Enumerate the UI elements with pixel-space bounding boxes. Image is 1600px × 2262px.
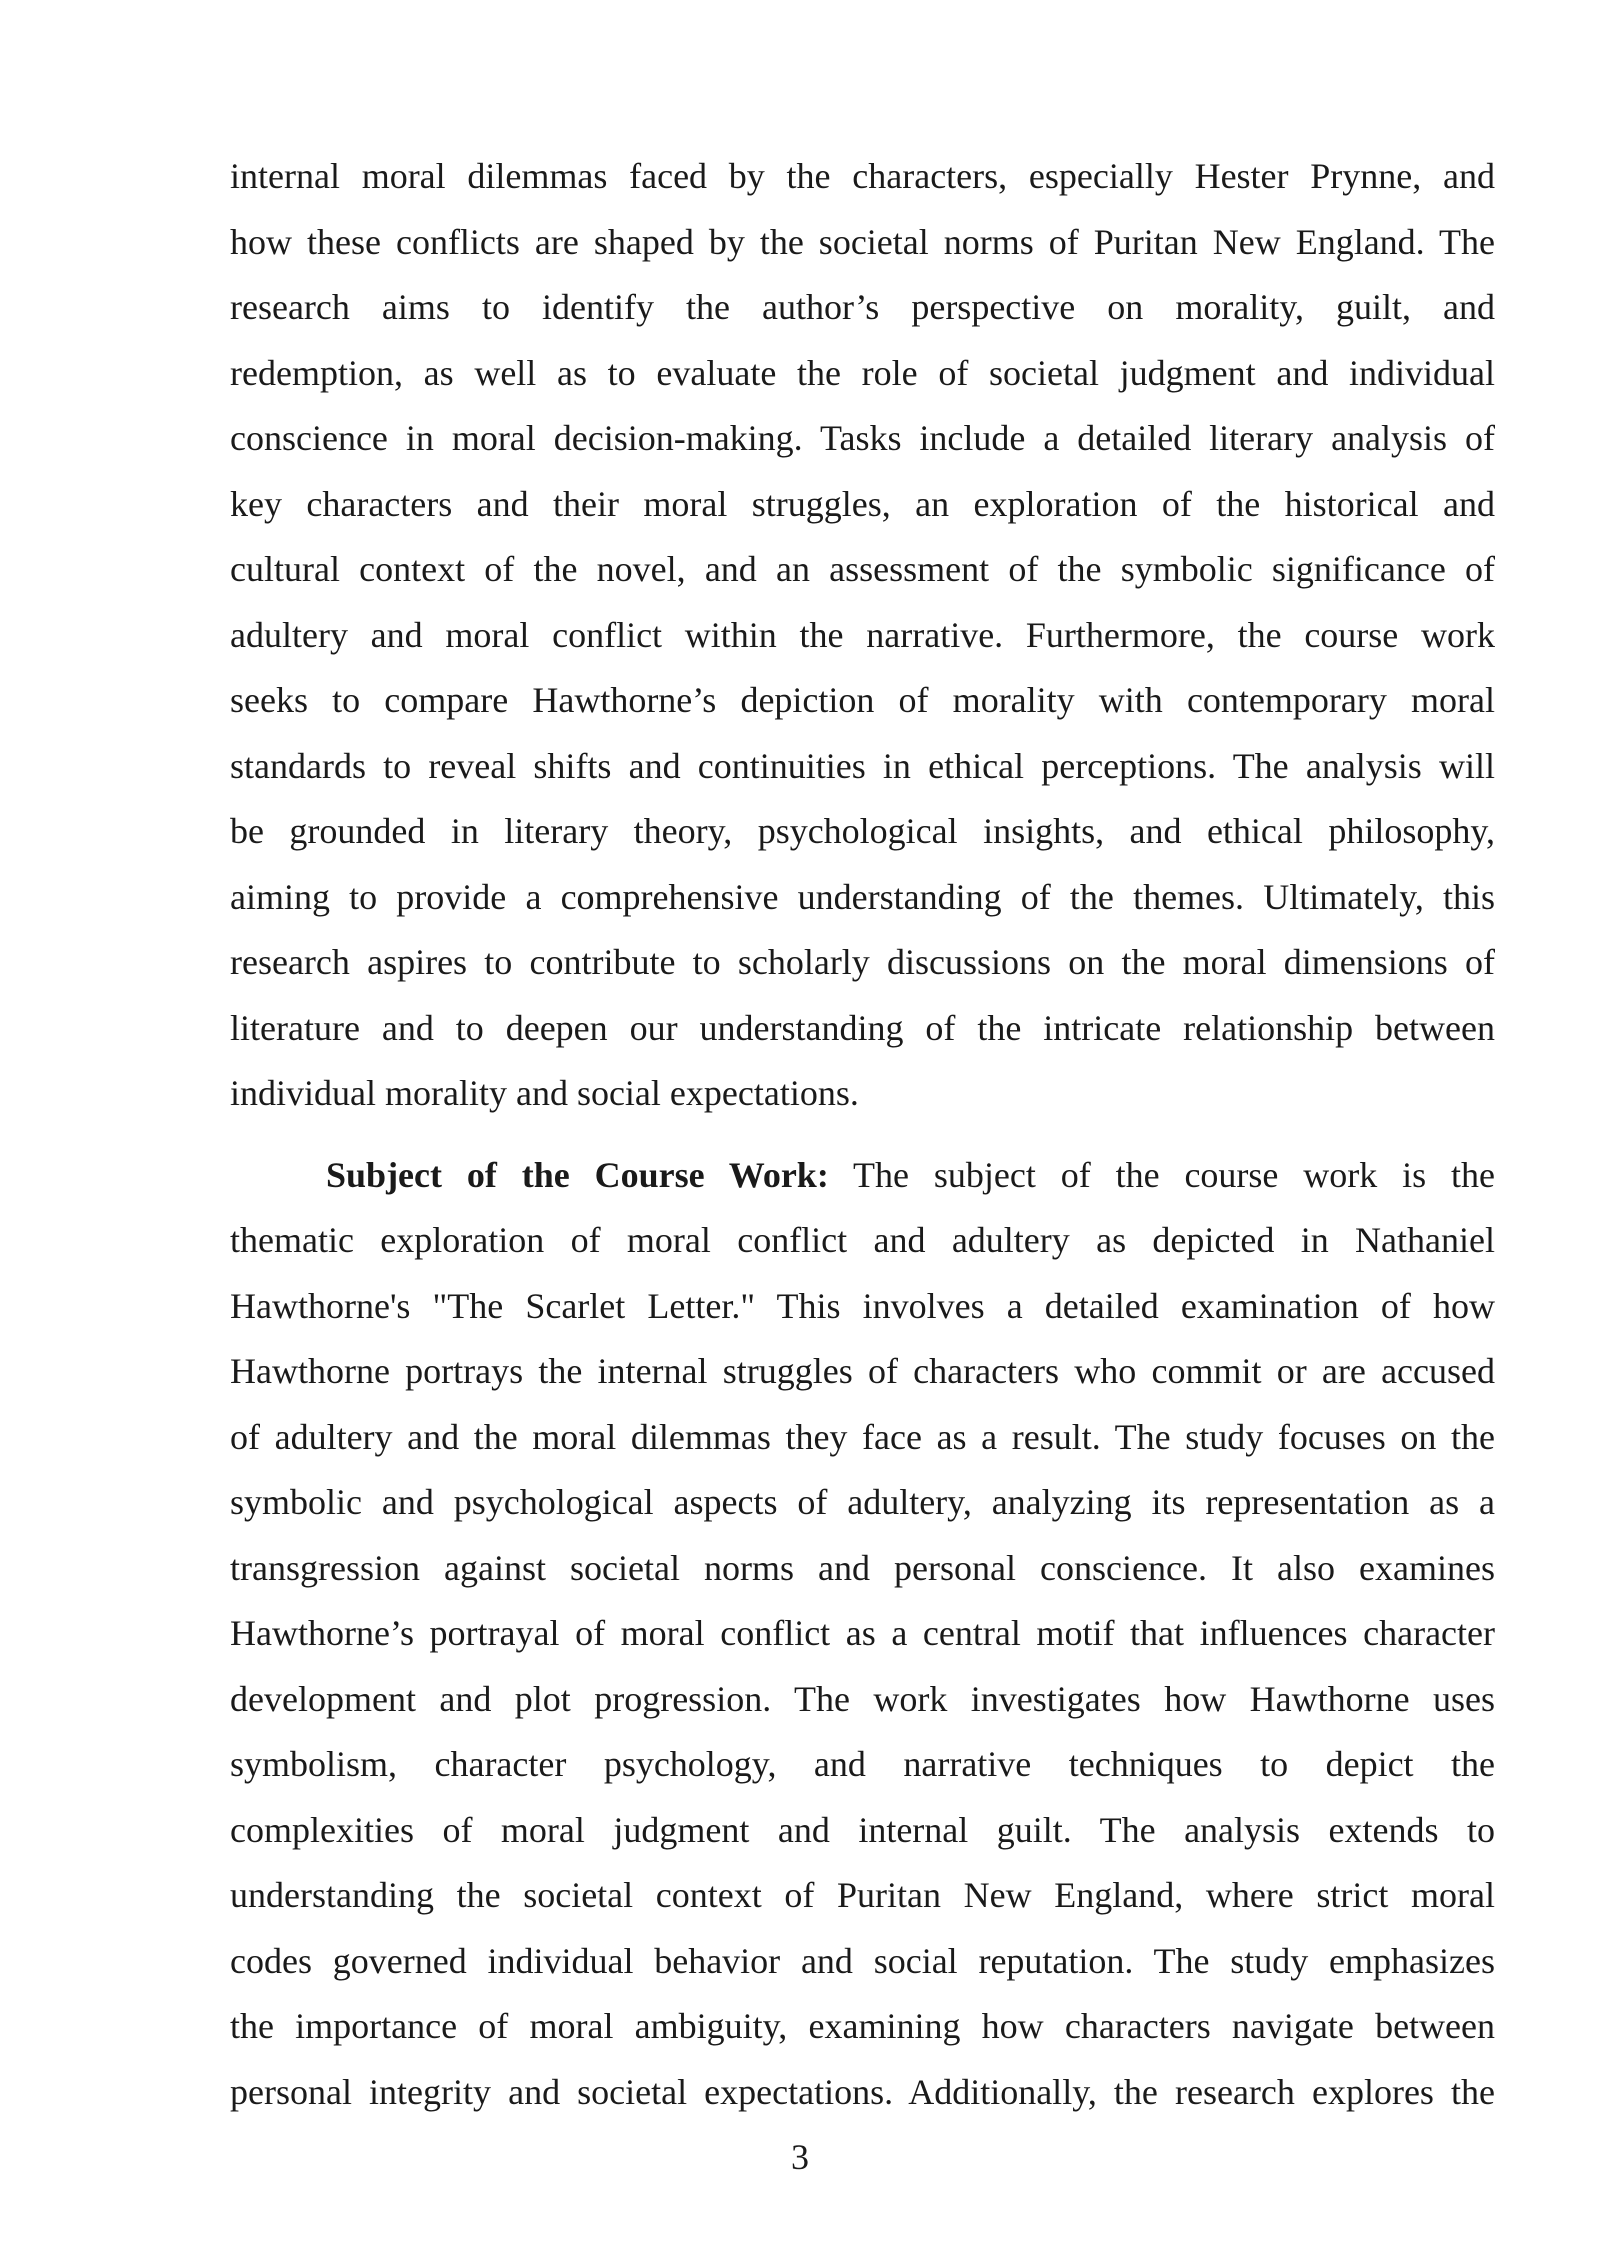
section-heading: Subject of the Course Work:	[326, 1154, 829, 1195]
text-line: seeks to compare Hawthorne’s depiction of morality with contemporary moral	[230, 680, 1495, 720]
text-line: conscience in moral decision-making. Tasks include a detailed literary analysis of	[230, 418, 1495, 458]
text-line: research aims to identify the author’s perspective on morality, guilt, and	[230, 287, 1495, 327]
text-line: individual morality and social expectations.	[230, 1073, 859, 1113]
page-body	[230, 144, 1495, 2125]
text-line: symbolic and psychological aspects of adultery, analyzing its representation as a	[230, 1482, 1495, 1522]
text-line: how these conflicts are shaped by the societal norms of Puritan New England. The	[230, 221, 1495, 262]
objectives-paragraph	[230, 144, 1495, 1127]
text-line: thematic exploration of moral conflict and adultery as depicted in Nathaniel	[230, 1220, 1495, 1260]
text-line: key characters and their moral struggles, an exploration of the historical and	[230, 483, 1495, 524]
text-line: internal moral dilemmas faced by the characters, especially Hester Prynne, and	[230, 156, 1495, 196]
text-line: complexities of moral judgment and internal guilt. The analysis extends to	[230, 1809, 1495, 1850]
text-line: literature and to deepen our understanding of the intricate relationship between	[230, 1007, 1495, 1048]
text-line: of adultery and the moral dilemmas they face as a result. The study focuses on the	[230, 1416, 1495, 1457]
text-line: adultery and moral conflict within the narrative. Furthermore, the course work	[230, 614, 1495, 655]
text-line: aiming to provide a comprehensive understanding of the themes. Ultimately, this	[230, 876, 1495, 917]
text-line: symbolism, character psychology, and narrative techniques to depict the	[230, 1744, 1495, 1784]
page-number: 3	[791, 2137, 809, 2177]
heading-continuation: The subject of the course work is the	[828, 1154, 1495, 1195]
text-line: codes governed individual behavior and social reputation. The study emphasizes	[230, 1940, 1495, 1981]
text-line: Hawthorne portrays the internal struggles of characters who commit or are accused	[230, 1351, 1495, 1391]
text-line: research aspires to contribute to scholarly discussions on the moral dimensions of	[230, 942, 1495, 982]
text-line: redemption, as well as to evaluate the role of societal judgment and individual	[230, 352, 1495, 393]
paragraph-spacing	[230, 1127, 1495, 1143]
text-line: cultural context of the novel, and an assessment of the symbolic significance of	[230, 549, 1495, 589]
text-line-first	[230, 1143, 1495, 1209]
text-line: Hawthorne’s portrayal of moral conflict as a central motif that influences character	[230, 1613, 1495, 1653]
text-line: personal integrity and societal expectations. Additionally, the research explores the	[230, 2071, 1495, 2112]
text-line: be grounded in literary theory, psychological insights, and ethical philosophy,	[230, 811, 1495, 851]
text-line: transgression against societal norms and personal conscience. It also examines	[230, 1547, 1495, 1588]
subject-paragraph	[230, 1143, 1495, 2126]
text-line: development and plot progression. The work investigates how Hawthorne uses	[230, 1678, 1495, 1719]
text-line: understanding the societal context of Puritan New England, where strict moral	[230, 1875, 1495, 1915]
text-line: Hawthorne's "The Scarlet Letter." This involves a detailed examination of how	[230, 1285, 1495, 1326]
text-line: standards to reveal shifts and continuities in ethical perceptions. The analysis will	[230, 745, 1495, 786]
text-line: the importance of moral ambiguity, examining how characters navigate between	[230, 2006, 1495, 2046]
